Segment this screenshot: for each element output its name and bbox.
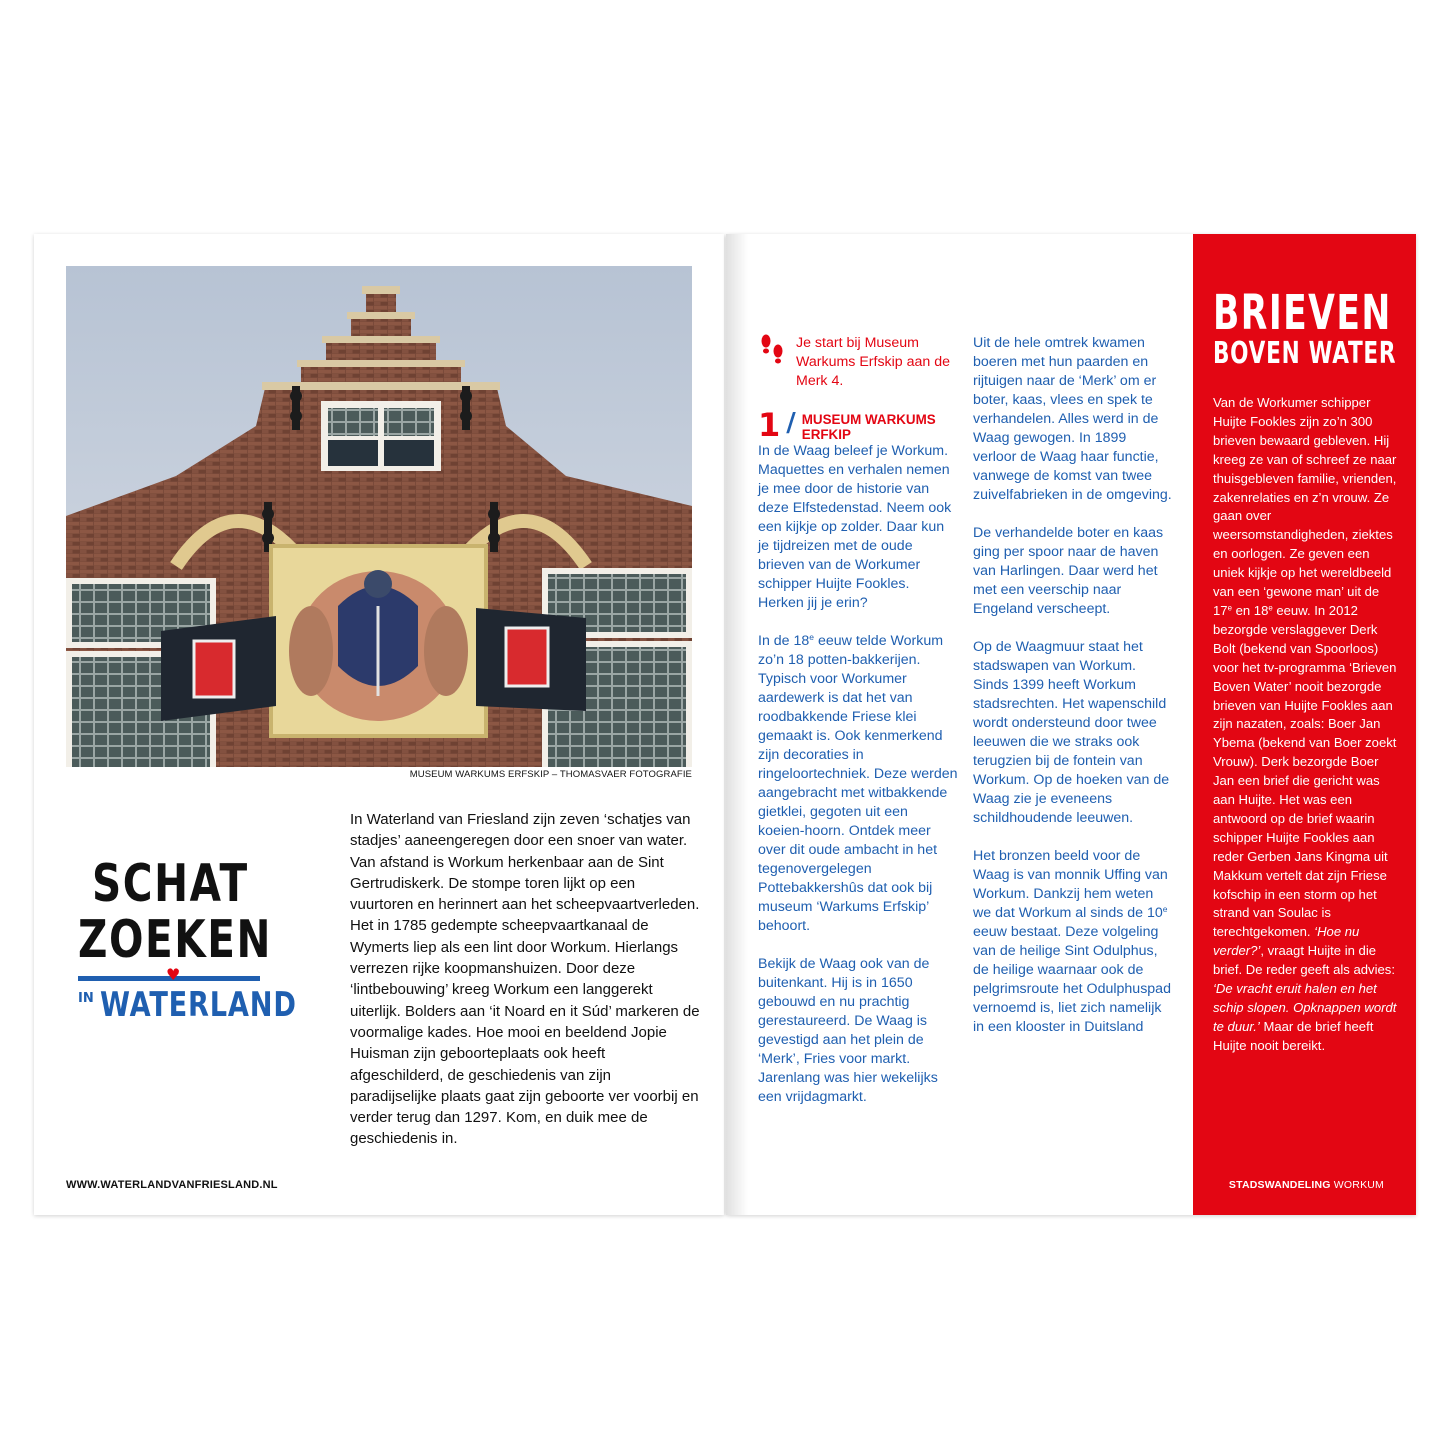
logo-subtitle: [78, 985, 297, 1025]
section-number: 1: [758, 406, 781, 444]
col1-paragraph-3: Bekijk de Waag ook van de buitenkant. Hij is in 1650 gebouwd en nu prachtig gerestaureerd. De Waag is gevestigd aan het plein de ‘Merk’, Fries voor markt. Jarenlang was hier wekelijks een vrijdagmarkt.: [758, 956, 938, 1105]
heart-icon: ♥: [166, 965, 181, 984]
left-page: [34, 234, 724, 1215]
sidebar-title-line2: BOVEN WATER: [1213, 336, 1397, 371]
building-photo: [66, 266, 692, 767]
right-page: [726, 234, 1416, 1215]
logo-in: IN: [78, 991, 94, 1006]
col2-paragraph-3: Op de Waagmuur staat het stadswapen van Workum. Sinds 1399 heeft Workum stadsrechten. Het wapenschild wordt ondersteund door twee leeuwen die we straks ook terugzien bij de fontein van Workum. Op de hoeken van de Waag zie je eveneens schildhoudende leeuwen.: [973, 639, 1170, 826]
section-slash: /: [786, 408, 796, 438]
intro-text: In Waterland van Friesland zijn zeven ‘schatjes van stadjes’ aaneengeregen door een snoer van water. Van afstand is Workum herkenbaar aan de Sint Gertrudiskerk. De stompe toren lijkt op een vuurtoren en herinnert aan het scheepvaartverleden. Het in 1785 gedempte scheepvaartkanaal de Wymerts liep als een lint door Workum. Hierlangs verrezen rijke koopmanshuizen. Door deze ‘lintbebouwing’ kreeg Workum een langgerekt uiterlijk. Bolders aan ‘it Noard en it Súd’ markeren de voormalige kades. Hoe mooi en beeldend Jopie Huisman zijn geboorteplaats ook heeft afgeschilderd, de geschiedenis van zijn paradijselijke plaats gaat zijn geboorte ver voorbij en verder terug dan 1297. Kom, en duik mee de geschiedenis in.: [350, 811, 700, 1148]
col1-paragraph-2: In de 18e eeuw telde Workum zo’n 18 potten-bakkerijen. Typisch voor Workumer aardewerk is dat het van roodbakkende Friese klei gemaakt is. Ook kenmerkend zijn decoraties in ringeloortechniek. Deze werden aangebracht met witbakkende gietklei, gegoten uit een koeien-hoorn. Ontdek meer over dit oude ambacht in het tegenovergelegen Pottebakkershûs dat ook bij museum ‘Warkums Erfskip’ behoort.: [758, 631, 958, 934]
start-note: [758, 334, 958, 391]
section-heading: [758, 406, 958, 444]
logo-line-schat: SCHAT: [92, 854, 249, 914]
section-title: MUSEUM WARKUMS ERFKIP: [801, 412, 936, 442]
col2-paragraph-2: De verhandelde boter en kaas ging per spoor naar de haven van Harlingen. Daar werd het met een veerschip naar Engeland verscheept.: [973, 525, 1164, 617]
col2-paragraph-4: Het bronzen beeld voor de Waag is van monnik Uffing van Workum. Dankzij hem weten we dat Workum al sinds de 10e eeuw bestaat. Deze volgeling van de heilige Sint Odulphus, de heilige waarnaar ook de pelgrimsroute het Odulphuspad vernoemd is, liet zich namelijk in een klooster in Duitsland: [973, 848, 1171, 1035]
gutter-shadow: [726, 234, 748, 1215]
logo-bar: [78, 965, 260, 984]
logo-waterland: WATERLAND: [99, 985, 297, 1025]
magazine-spread: [34, 234, 1416, 1215]
column-1: [758, 334, 958, 1126]
website-url: WWW.WATERLANDVANFRIESLAND.NL: [66, 1179, 278, 1191]
sidebar-text: Van de Workumer schipper Huijte Fookles zijn zo’n 300 brieven bewaard gebleven. Hij kreeg ze van of schreef ze naar thuisgebleven familie, vrienden, zakenrelaties en z’n vrouw. Ze gaan over weersomstandigheden, ziektes en oorlogen. Ze geven een uniek kijkje op het wereldbeeld van een ‘gewone man’ uit de 17e en 18e eeuw. In 2012 bezorgde verslaggever Derk Bolt (bekend van Spoorloos) voor het tv-programma ‘Brieven Boven Water’ nooit bezorgde brieven van Huijte Fookles aan zijn nazaten, zoals: Boer Jan Ybema (bekend van Boer zoekt Vrouw). Derk bezorgde Boer Jan een brief die gericht was aan Huijte. Het was een antwoord op de brief waarin schipper Huijte Fookles aan reder Gerben Jans Kingma uit Makkum vertelt dat zijn Friese kofschip in een storm op het strand van Soulac is terechtgekomen. ‘Hoe nu verder?’, vraagt Huijte in die brief. De reder geeft als advies: ‘De vracht eruit halen en het schip slopen. Opknappen wordt te duur.’ Maar de brief heeft Huijte nooit bereikt.: [1213, 395, 1397, 1053]
column-2: [973, 334, 1173, 1056]
col2-paragraph-1: Uit de hele omtrek kwamen boeren met hun paarden en rijtuigen naar de ‘Merk’ om er boter, kaas, vlees en spek te verhandelen. Alles werd in de Waag gewogen. In 1899 verloor de Waag haar functie, vanwege de komst van twee zuivelfabrieken in de omgeving.: [973, 335, 1172, 503]
col1-paragraph-1: In de Waag beleef je Workum. Maquettes en verhalen nemen je mee door de historie van deze Elfstedenstad. Neem ook een kijkje op zolder. Daar kun je tijdreizen met de oude brieven van de Workumer schipper Huijte Fookles. Herken jij je erin?: [758, 443, 952, 611]
schat-zoeken-logo: [78, 854, 297, 1025]
brieven-sidebar: [1193, 234, 1416, 1215]
start-text: Je start bij Museum Warkums Erfskip aan de Merk 4.: [796, 335, 951, 389]
logo-line-zoeken: ZOEKEN: [78, 910, 273, 970]
sidebar-title: [1213, 285, 1416, 371]
footsteps-icon: [758, 334, 788, 368]
photo-credit: MUSEUM WARKUMS ERFSKIP – THOMASVAER FOTOGRAFIE: [409, 769, 692, 780]
sidebar-title-line1: BRIEVEN: [1213, 285, 1392, 341]
sidebar-footer: STADSWANDELING WORKUM: [1228, 1179, 1384, 1191]
